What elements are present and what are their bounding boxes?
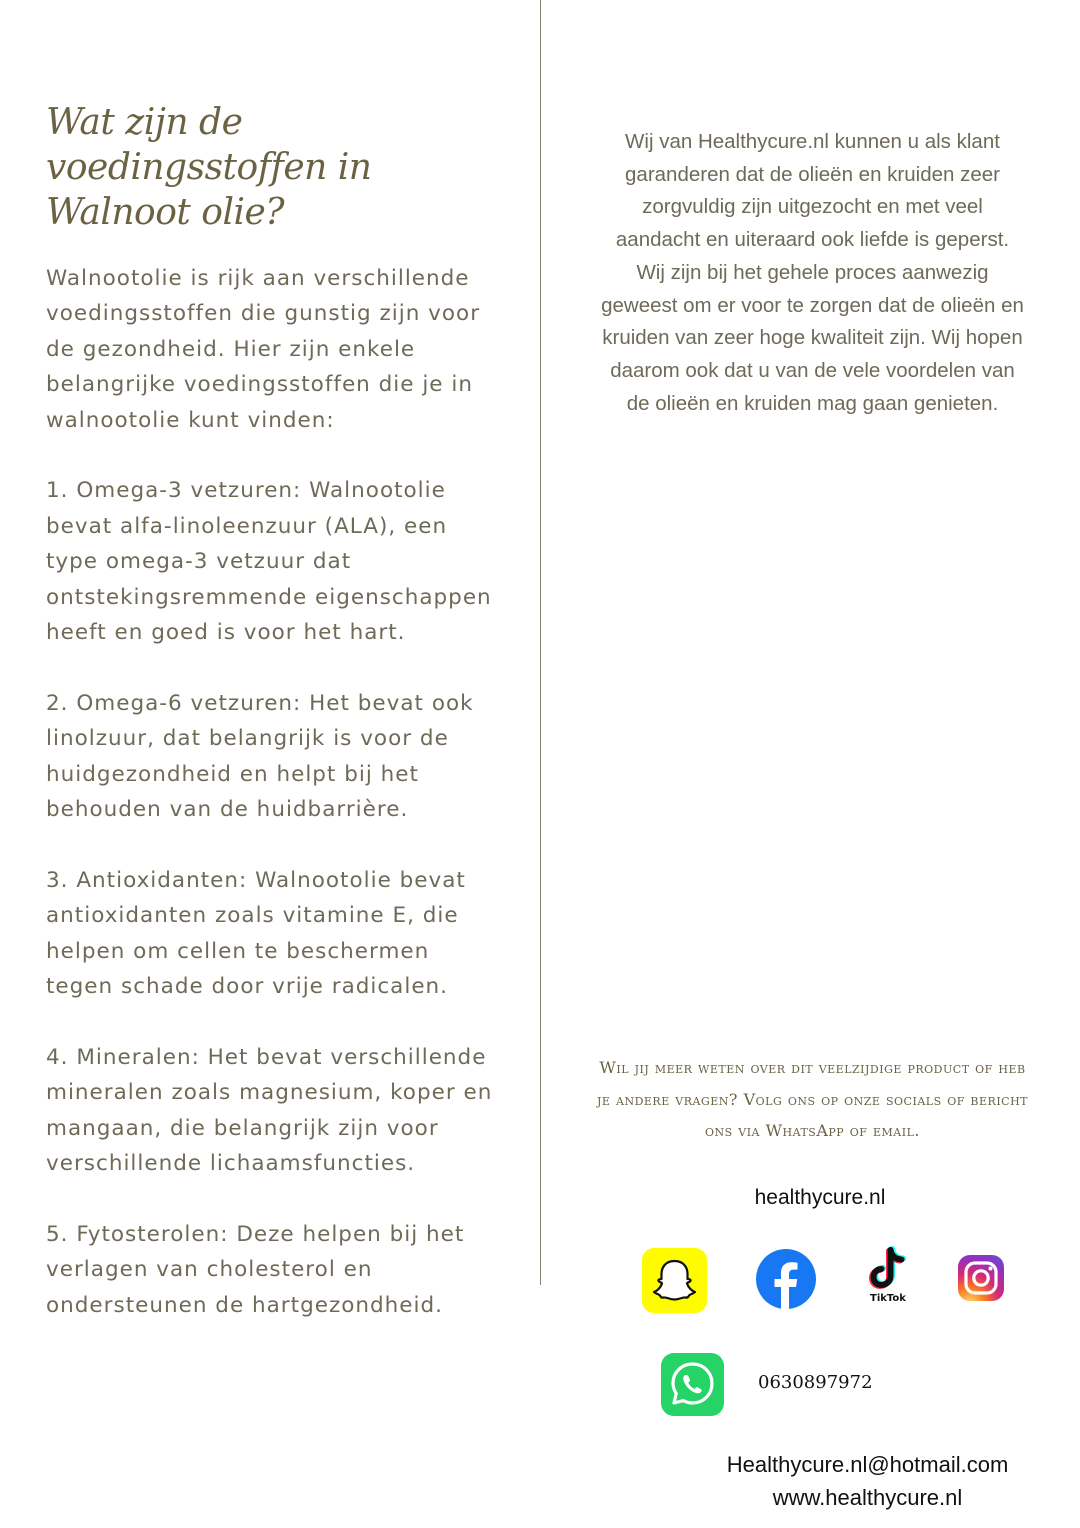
- column-divider: [540, 0, 541, 1285]
- omega6-paragraph: 2. Omega-6 vetzuren: Het bevat ook linolzuur, dat belangrijk is voor de huidgezondheid en helpt bij het behouden van de huidbarrière.: [46, 690, 474, 823]
- tiktok-icon[interactable]: [862, 1244, 916, 1308]
- phytosterols-paragraph: 5. Fytosterolen: Deze helpen bij het verlagen van cholesterol en ondersteunen de hartgezondheid.: [46, 1221, 465, 1318]
- nutrients-text: [46, 261, 501, 1359]
- intro-paragraph: Walnootolie is rijk aan verschillende voedingsstoffen die gunstig zijn voor de gezondheid. Hier zijn enkele belangrijke voedingsstoffen die je in walnootolie kunt vinden:: [46, 266, 481, 433]
- omega3-paragraph: 1. Omega-3 vetzuren: Walnootolie bevat alfa-linoleenzuur (ALA), een type omega-3 vetzuur dat ontstekingsremmende eigenschappen heeft en goed is voor het hart.: [46, 478, 492, 646]
- page-title: Wat zijn de voedingsstoffen in Walnoot olie?: [46, 102, 372, 233]
- minerals-paragraph: 4. Mineralen: Het bevat verschillende mineralen zoals magnesium, koper en mangaan, die belangrijk zijn voor verschillende lichaamsfuncties.: [46, 1044, 493, 1177]
- contact-invitation: Wil jij meer weten over dit veelzijdige product of heb je andere vragen? Volg ons op onze socials of bericht ons via WhatsApp of email.: [596, 1058, 1029, 1140]
- tiktok-label: TikTok: [870, 1293, 906, 1304]
- snapchat-icon[interactable]: [642, 1248, 707, 1317]
- whatsapp-icon[interactable]: [661, 1353, 724, 1420]
- antioxidants-paragraph: 3. Antioxidanten: Walnootolie bevat antioxidanten zoals vitamine E, die helpen om cellen te beschermen tegen schade door vrije radicalen.: [46, 867, 466, 1000]
- email-address[interactable]: Healthycure.nl@hotmail.com: [726, 1452, 1009, 1477]
- instagram-icon[interactable]: [958, 1255, 1004, 1305]
- facebook-icon[interactable]: [755, 1248, 817, 1314]
- phone-number[interactable]: 0630897972: [758, 1372, 873, 1393]
- site-label[interactable]: healthycure.nl: [754, 1186, 886, 1209]
- guarantee-text: Wij van Healthycure.nl kunnen u als klant garanderen dat de olieën en kruiden zeer zorgvuldig zijn uitgezocht en met veel aandacht en uiteraard ook liefde is geperst. Wij zijn bij het gehele proces aanwezig geweest om er voor te zorgen dat de olieën en kruiden van zeer hoge kwaliteit zijn. Wij hopen daarom ook dat u van de vele voordelen van de olieën en kruiden mag gaan genieten.: [601, 130, 1024, 415]
- website-link[interactable]: www.healthycure.nl: [772, 1485, 963, 1510]
